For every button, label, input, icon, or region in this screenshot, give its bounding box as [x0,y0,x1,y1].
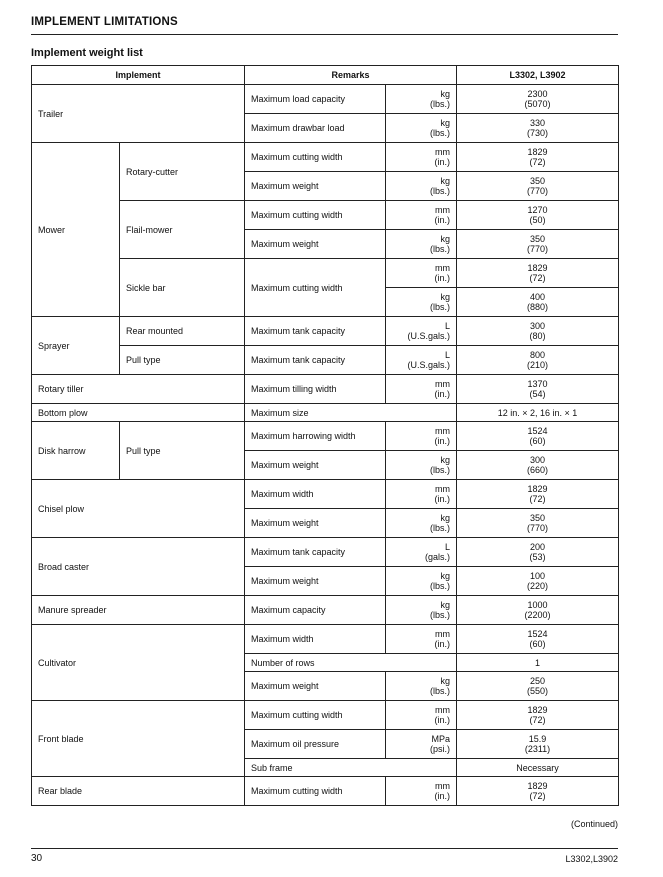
unit-line: (in.) [434,157,451,167]
value-line: (72) [529,494,546,504]
implement-name: Broad caster [32,538,245,596]
unit-line: kg [440,513,451,523]
remark-label: Maximum cutting width [245,259,386,317]
unit-cell [386,480,457,509]
value-cell [457,288,619,317]
table-row [32,404,619,422]
unit-line: (U.S.gals.) [407,360,451,370]
value-cell [457,672,619,701]
value-cell [457,596,619,625]
implement-subtype: Sickle bar [120,259,245,317]
value-line: 1 [535,657,541,668]
unit-line: mm [435,426,451,436]
value-line: (210) [527,360,549,370]
remark-label: Maximum cutting width [245,701,386,730]
remark-label: Maximum weight [245,509,386,538]
value-cell [457,509,619,538]
unit-line: (lbs.) [430,128,451,138]
value-line: 12 in. × 2, 16 in. × 1 [497,407,578,418]
remark-label: Maximum tank capacity [245,346,386,375]
table-row [32,701,619,730]
unit-cell [386,596,457,625]
unit-line: (in.) [434,436,451,446]
unit-cell [386,509,457,538]
value-line: 1829 [527,484,548,494]
table-row [32,777,619,806]
unit-line: (lbs.) [430,686,451,696]
value-line: 1829 [527,263,548,273]
unit-line: kg [440,455,451,465]
remark-label: Maximum oil pressure [245,730,386,759]
value-line: (880) [527,302,549,312]
value-cell [457,375,619,404]
table-row [32,143,619,172]
value-line: 100 [530,571,546,581]
table-row [32,375,619,404]
remark-label: Maximum cutting width [245,201,386,230]
value-line: 1829 [527,781,548,791]
unit-cell [386,259,457,288]
value-cell [457,654,619,672]
value-line: (770) [527,186,549,196]
table-row [32,346,619,375]
section-title: Implement weight list [31,47,143,59]
unit-line: L [445,350,451,360]
value-line: (2200) [524,610,551,620]
value-cell [457,625,619,654]
remark-label: Sub frame [245,759,457,777]
unit-line: mm [435,484,451,494]
table-row [32,422,619,451]
implement-name: Sprayer [32,317,120,375]
value-line: 15.9 [528,734,547,744]
unit-line: (in.) [434,215,451,225]
unit-line: (lbs.) [430,302,451,312]
value-line: (72) [529,273,546,283]
value-cell [457,730,619,759]
remark-label: Maximum harrowing width [245,422,386,451]
header-rule [31,34,618,35]
value-cell [457,172,619,201]
unit-line: kg [440,176,451,186]
unit-line: mm [435,263,451,273]
value-cell [457,404,619,422]
unit-line: L [445,321,451,331]
value-cell [457,85,619,114]
implement-name: Chisel plow [32,480,245,538]
unit-line: kg [440,600,451,610]
unit-line: (psi.) [430,744,451,754]
table-row [32,201,619,230]
remark-label: Number of rows [245,654,457,672]
value-line: Necessary [516,762,559,773]
value-cell [457,346,619,375]
table-row [32,538,619,567]
table-row [32,85,619,114]
value-cell [457,143,619,172]
unit-cell [386,777,457,806]
unit-cell [386,114,457,143]
value-line: 400 [530,292,546,302]
value-line: 350 [530,234,546,244]
unit-line: mm [435,705,451,715]
unit-line: (U.S.gals.) [407,331,451,341]
unit-line: (in.) [434,494,451,504]
unit-cell [386,230,457,259]
implement-name: Mower [32,143,120,317]
footer-rule [31,848,618,849]
unit-line: kg [440,234,451,244]
value-line: (72) [529,157,546,167]
table-row [32,625,619,654]
value-line: 1524 [527,629,548,639]
value-line: (770) [527,244,549,254]
unit-line: (lbs.) [430,523,451,533]
value-line: 200 [530,542,546,552]
unit-cell [386,288,457,317]
value-line: 1829 [527,147,548,157]
remark-label: Maximum drawbar load [245,114,386,143]
unit-line: mm [435,781,451,791]
unit-line: (lbs.) [430,186,451,196]
value-cell [457,480,619,509]
unit-cell [386,143,457,172]
remark-label: Maximum tilling width [245,375,386,404]
unit-line: (lbs.) [430,99,451,109]
value-cell [457,230,619,259]
table-header-row [32,66,619,85]
unit-line: (lbs.) [430,610,451,620]
value-line: 300 [530,321,546,331]
value-line: 800 [530,350,546,360]
unit-cell [386,625,457,654]
value-line: (730) [527,128,549,138]
implement-name: Rear blade [32,777,245,806]
unit-line: (in.) [434,273,451,283]
implement-name: Manure spreader [32,596,245,625]
value-line: 2300 [527,89,548,99]
model-name: L3302,L3902 [565,854,618,864]
implement-name: Bottom plow [32,404,245,422]
remark-label: Maximum weight [245,230,386,259]
unit-line: kg [440,292,451,302]
header-implement: Implement [32,66,245,85]
unit-cell [386,672,457,701]
unit-line: kg [440,676,451,686]
implement-subtype: Rotary-cutter [120,143,245,201]
unit-cell [386,317,457,346]
value-cell [457,114,619,143]
value-cell [457,538,619,567]
unit-line: mm [435,205,451,215]
value-cell [457,777,619,806]
remark-label: Maximum capacity [245,596,386,625]
header-model: L3302, L3902 [457,66,619,85]
header-remarks: Remarks [245,66,457,85]
unit-line: (in.) [434,715,451,725]
value-line: (660) [527,465,549,475]
unit-line: (in.) [434,389,451,399]
remark-label: Maximum load capacity [245,85,386,114]
table-body [32,85,619,806]
unit-cell [386,422,457,451]
remark-label: Maximum weight [245,567,386,596]
unit-line: kg [440,118,451,128]
page-number: 30 [31,853,43,864]
implement-subtype: Pull type [120,346,245,375]
unit-cell [386,85,457,114]
unit-line: (gals.) [425,552,451,562]
unit-line: mm [435,629,451,639]
remark-label: Maximum cutting width [245,777,386,806]
implement-subtype: Pull type [120,422,245,480]
remark-label: Maximum weight [245,451,386,480]
unit-cell [386,730,457,759]
implement-name: Disk harrow [32,422,120,480]
unit-cell [386,346,457,375]
remark-label: Maximum weight [245,172,386,201]
value-cell [457,259,619,288]
value-cell [457,567,619,596]
remark-label: Maximum cutting width [245,143,386,172]
unit-line: (in.) [434,791,451,801]
unit-cell [386,375,457,404]
value-line: (72) [529,791,546,801]
value-line: 330 [530,118,546,128]
value-cell [457,759,619,777]
value-line: (550) [527,686,549,696]
value-cell [457,201,619,230]
unit-line: mm [435,147,451,157]
table-row [32,596,619,625]
value-line: (50) [529,215,546,225]
value-line: 1000 [527,600,548,610]
table-row [32,480,619,509]
implement-name: Rotary tiller [32,375,245,404]
table-row [32,259,619,288]
value-line: (53) [529,552,546,562]
page-title: IMPLEMENT LIMITATIONS [31,16,178,28]
value-line: (5070) [524,99,551,109]
value-line: 350 [530,176,546,186]
unit-cell [386,451,457,480]
unit-line: MPa [431,734,451,744]
value-line: (770) [527,523,549,533]
value-cell [457,422,619,451]
remark-label: Maximum size [245,404,457,422]
value-line: (80) [529,331,546,341]
value-line: (60) [529,639,546,649]
value-cell [457,451,619,480]
remark-label: Maximum width [245,625,386,654]
value-line: 1370 [527,379,548,389]
unit-cell [386,172,457,201]
unit-line: kg [440,571,451,581]
value-line: 300 [530,455,546,465]
value-line: (72) [529,715,546,725]
unit-line: (lbs.) [430,465,451,475]
value-line: 350 [530,513,546,523]
remark-label: Maximum width [245,480,386,509]
value-line: 1829 [527,705,548,715]
unit-cell [386,201,457,230]
continued-note: (Continued) [570,819,618,829]
unit-line: (in.) [434,639,451,649]
unit-line: L [445,542,451,552]
implement-name: Cultivator [32,625,245,701]
value-line: 1524 [527,426,548,436]
value-line: (54) [529,389,546,399]
value-line: 1270 [527,205,548,215]
unit-cell [386,701,457,730]
unit-line: (lbs.) [430,581,451,591]
value-line: (220) [527,581,549,591]
unit-line: (lbs.) [430,244,451,254]
value-line: (60) [529,436,546,446]
unit-cell [386,538,457,567]
unit-line: mm [435,379,451,389]
implement-name: Trailer [32,85,245,143]
remark-label: Maximum weight [245,672,386,701]
table-row [32,317,619,346]
implement-name: Front blade [32,701,245,777]
implement-subtype: Flail-mower [120,201,245,259]
implement-subtype: Rear mounted [120,317,245,346]
value-cell [457,317,619,346]
remark-label: Maximum tank capacity [245,538,386,567]
unit-cell [386,567,457,596]
implement-weight-table [31,65,619,806]
value-line: (2311) [524,744,551,754]
value-line: 250 [530,676,546,686]
remark-label: Maximum tank capacity [245,317,386,346]
unit-line: kg [440,89,451,99]
value-cell [457,701,619,730]
